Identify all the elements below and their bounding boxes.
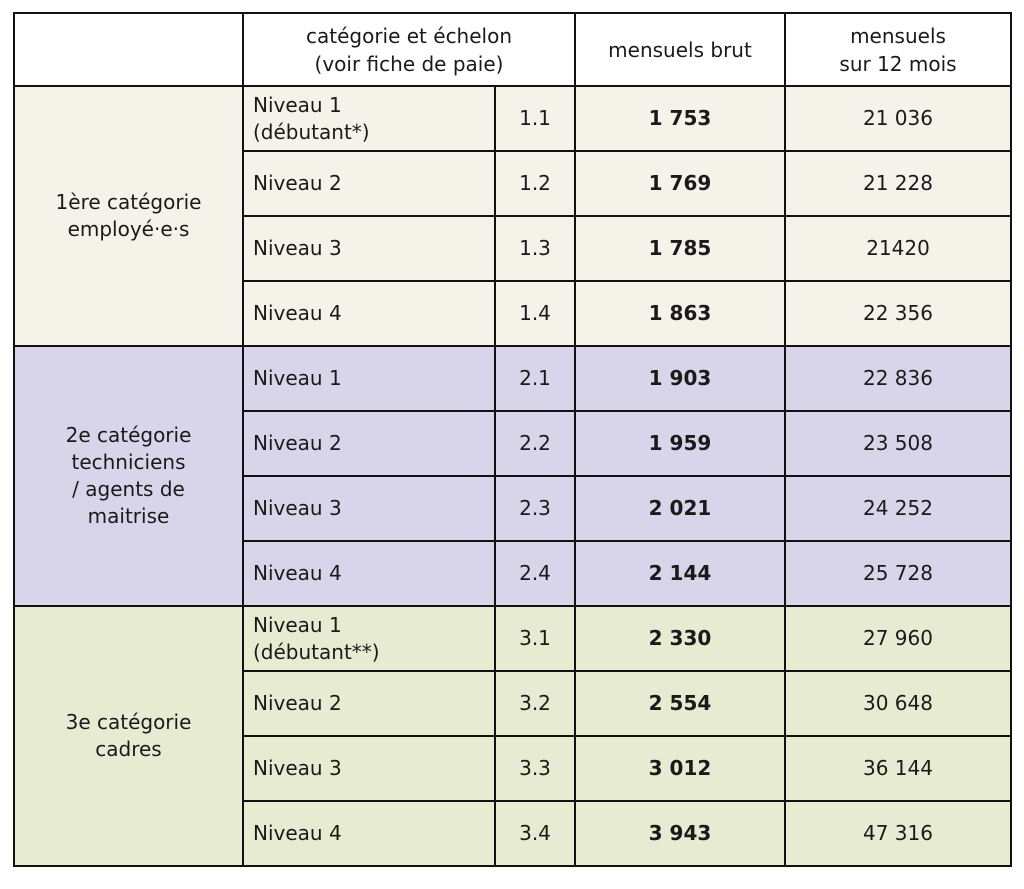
annual-cell: 30 648 (785, 671, 1011, 736)
level-cell: Niveau 3 (243, 736, 495, 801)
monthly-gross-cell: 1 863 (575, 281, 785, 346)
category-3-group (14, 606, 1011, 866)
monthly-gross-cell: 3 943 (575, 801, 785, 866)
echelon-cell: 3.1 (495, 606, 575, 671)
echelon-cell: 2.1 (495, 346, 575, 411)
category-2-group (14, 346, 1011, 606)
header-monthly-gross: mensuels brut (575, 13, 785, 86)
level-cell: Niveau 4 (243, 541, 495, 606)
table-row (14, 606, 1011, 671)
monthly-gross-cell: 2 144 (575, 541, 785, 606)
level-cell: Niveau 1 (débutant**) (243, 606, 495, 671)
header-annual-12-months: mensuels sur 12 mois (785, 13, 1011, 86)
table-row (14, 346, 1011, 411)
annual-cell: 21420 (785, 216, 1011, 281)
category-1-label: 1ère catégorie employé·e·s (14, 86, 243, 346)
salary-grid-table (13, 12, 1012, 867)
annual-cell: 36 144 (785, 736, 1011, 801)
level-cell: Niveau 1 (243, 346, 495, 411)
annual-cell: 22 836 (785, 346, 1011, 411)
monthly-gross-cell: 1 903 (575, 346, 785, 411)
annual-cell: 47 316 (785, 801, 1011, 866)
annual-cell: 22 356 (785, 281, 1011, 346)
annual-cell: 27 960 (785, 606, 1011, 671)
echelon-cell: 1.1 (495, 86, 575, 151)
echelon-cell: 2.3 (495, 476, 575, 541)
monthly-gross-cell: 2 330 (575, 606, 785, 671)
annual-cell: 23 508 (785, 411, 1011, 476)
table-row (14, 86, 1011, 151)
echelon-cell: 3.3 (495, 736, 575, 801)
level-cell: Niveau 2 (243, 671, 495, 736)
header-row (14, 13, 1011, 86)
echelon-cell: 2.2 (495, 411, 575, 476)
annual-cell: 25 728 (785, 541, 1011, 606)
level-cell: Niveau 2 (243, 411, 495, 476)
level-cell: Niveau 4 (243, 801, 495, 866)
monthly-gross-cell: 1 769 (575, 151, 785, 216)
level-cell: Niveau 3 (243, 476, 495, 541)
category-2-label: 2e catégorie techniciens / agents de maitrise (14, 346, 243, 606)
monthly-gross-cell: 2 021 (575, 476, 785, 541)
monthly-gross-cell: 1 785 (575, 216, 785, 281)
annual-cell: 21 228 (785, 151, 1011, 216)
annual-cell: 24 252 (785, 476, 1011, 541)
echelon-cell: 1.3 (495, 216, 575, 281)
category-1-group (14, 86, 1011, 346)
level-cell: Niveau 3 (243, 216, 495, 281)
echelon-cell: 1.4 (495, 281, 575, 346)
monthly-gross-cell: 1 959 (575, 411, 785, 476)
header-corner (14, 13, 243, 86)
category-3-label: 3e catégorie cadres (14, 606, 243, 866)
annual-cell: 21 036 (785, 86, 1011, 151)
level-cell: Niveau 2 (243, 151, 495, 216)
monthly-gross-cell: 2 554 (575, 671, 785, 736)
header-category-echelon: catégorie et échelon (voir fiche de paie) (243, 13, 575, 86)
echelon-cell: 3.2 (495, 671, 575, 736)
level-cell: Niveau 4 (243, 281, 495, 346)
echelon-cell: 3.4 (495, 801, 575, 866)
echelon-cell: 1.2 (495, 151, 575, 216)
monthly-gross-cell: 3 012 (575, 736, 785, 801)
level-cell: Niveau 1 (débutant*) (243, 86, 495, 151)
monthly-gross-cell: 1 753 (575, 86, 785, 151)
echelon-cell: 2.4 (495, 541, 575, 606)
